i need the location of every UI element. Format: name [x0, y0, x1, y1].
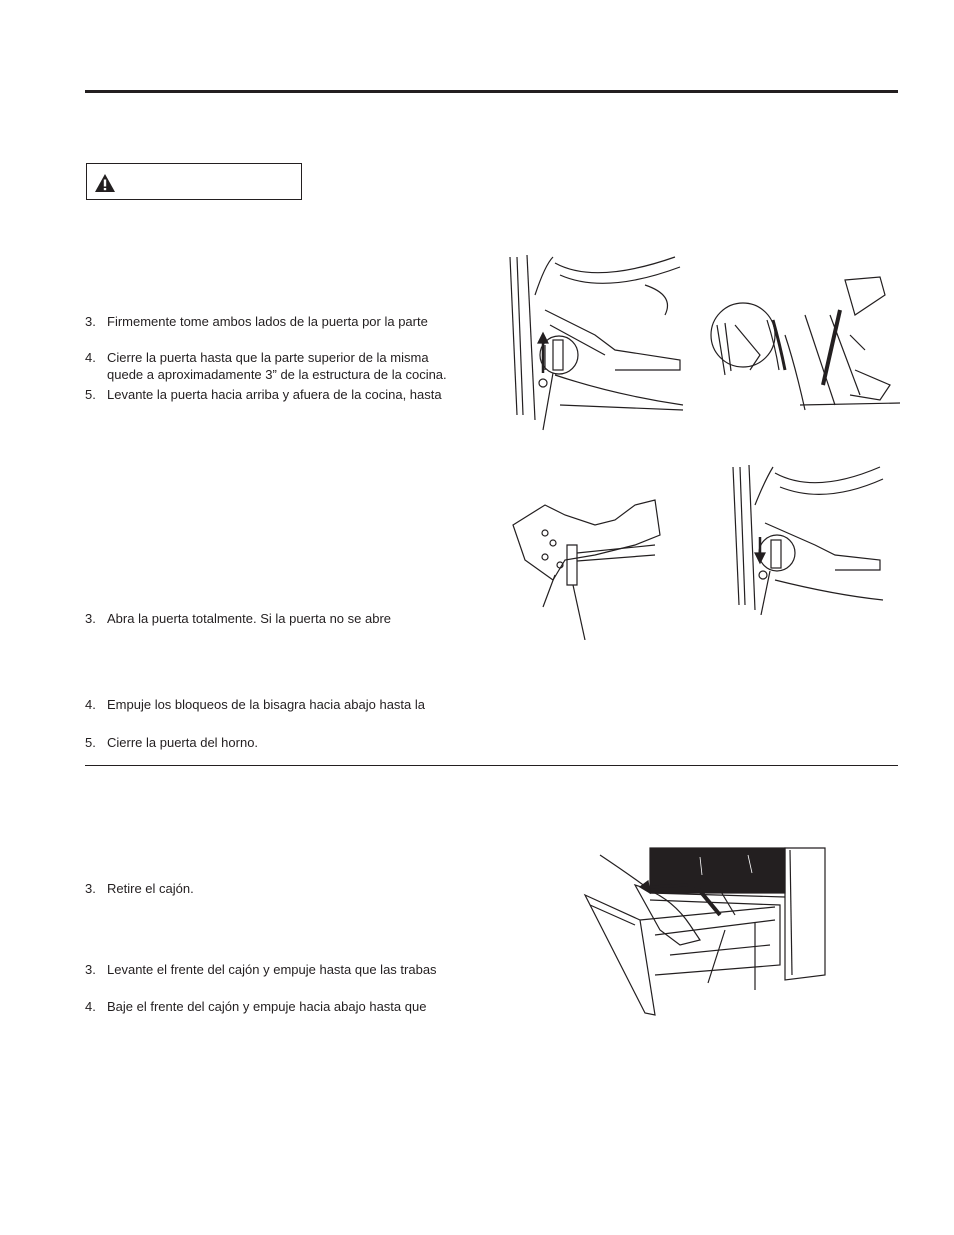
hinge-lock-up-illustration [505, 255, 685, 435]
warning-box [86, 163, 302, 200]
drawer-replace-step-4: 4. Baje el frente del cajón y empuje hacia abajo hasta que [85, 999, 427, 1014]
removal-step-5: 5. Levante la puerta hacia arriba y afuera de la cocina, hasta [85, 387, 442, 402]
replace-step-4: 4. Empuje los bloqueos de la bisagra hacia abajo hasta la [85, 697, 425, 712]
warning-triangle-icon [94, 173, 116, 193]
removal-step-4: 4. Cierre la puerta hasta que la parte superior de la misma quede a aproximadamente 3” de la estructura de la cocina. [85, 350, 447, 382]
removal-step-3: 3. Firmemente tome ambos lados de la puerta por la parte [85, 314, 428, 329]
replace-step-5: 5. Cierre la puerta del horno. [85, 735, 259, 750]
hinge-detail-illustration [505, 495, 665, 640]
hinge-lock-down-illustration [725, 465, 885, 615]
drawer-removal-illustration [580, 845, 830, 1020]
door-lift-illustration [705, 275, 900, 415]
top-rule [85, 90, 898, 93]
drawer-replace-step-3: 3. Levante el frente del cajón y empuje hasta que las trabas [85, 962, 437, 977]
section-divider [85, 765, 898, 766]
replace-step-3: 3. Abra la puerta totalmente. Si la puerta no se abre [85, 611, 392, 626]
drawer-remove-step-3: 3. Retire el cajón. [85, 881, 194, 896]
